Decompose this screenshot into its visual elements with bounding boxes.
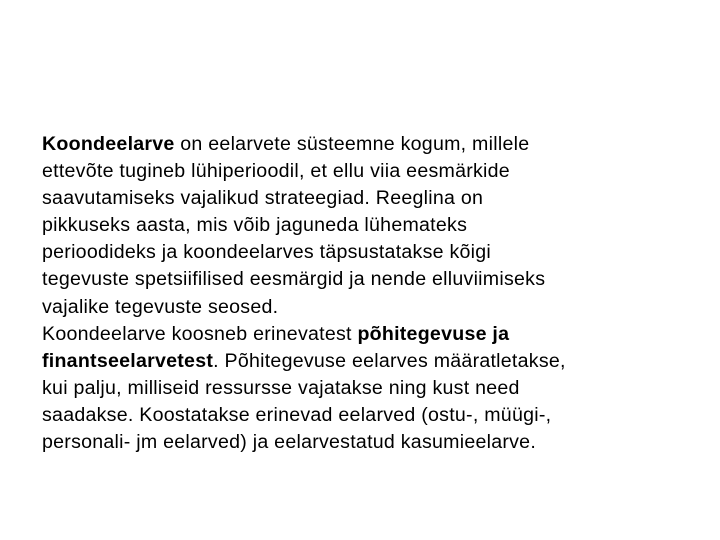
pohitegevuse-term: põhitegevuse ja [357, 322, 510, 345]
paragraph-2-line-3: kui palju, milliseid ressursse vajatakse ning kust need [42, 376, 520, 399]
paragraph-2-line-2 [42, 348, 712, 375]
paragraph-1-line-6: tegevuste spetsiifilised eesmärgid ja nende elluviimiseks [42, 268, 546, 291]
paragraph-2-line-1 [42, 321, 712, 348]
paragraph-1-line-1-text: on eelarvete süsteemne kogum, millele [174, 133, 530, 155]
paragraph-1-line-1 [42, 131, 712, 158]
paragraph-2-line-4: saadakse. Koostatakse erinevad eelarved (ostu-, müügi-, [42, 403, 552, 426]
paragraph-2-intro: Koondeelarve koosneb erinevatest [42, 322, 358, 345]
koondeelarve-term: Koondeelarve [42, 133, 175, 155]
finantseelarvetest-term: finantseelarvetest [42, 349, 214, 372]
body-text [42, 131, 712, 456]
paragraph-1-line-7: vajalike tegevuste seosed. [42, 295, 279, 318]
paragraph-2-line-2-text: . Põhitegevuse eelarves määratletakse, [213, 349, 566, 372]
paragraph-1-line-3: saavutamiseks vajalikud strateegiad. Reeglina on [42, 187, 484, 210]
paragraph-1-line-5: perioodideks ja koondeelarves täpsustatakse kõigi [42, 241, 492, 264]
paragraph-2-line-5: personali- jm eelarved) ja eelarvestatud kasumieelarve. [42, 431, 537, 454]
paragraph-1-line-2: ettevõte tugineb lühiperioodil, et ellu viia eesmärkide [42, 160, 510, 183]
paragraph-1-line-4: pikkuseks aasta, mis võib jaguneda lühemateks [42, 214, 468, 237]
